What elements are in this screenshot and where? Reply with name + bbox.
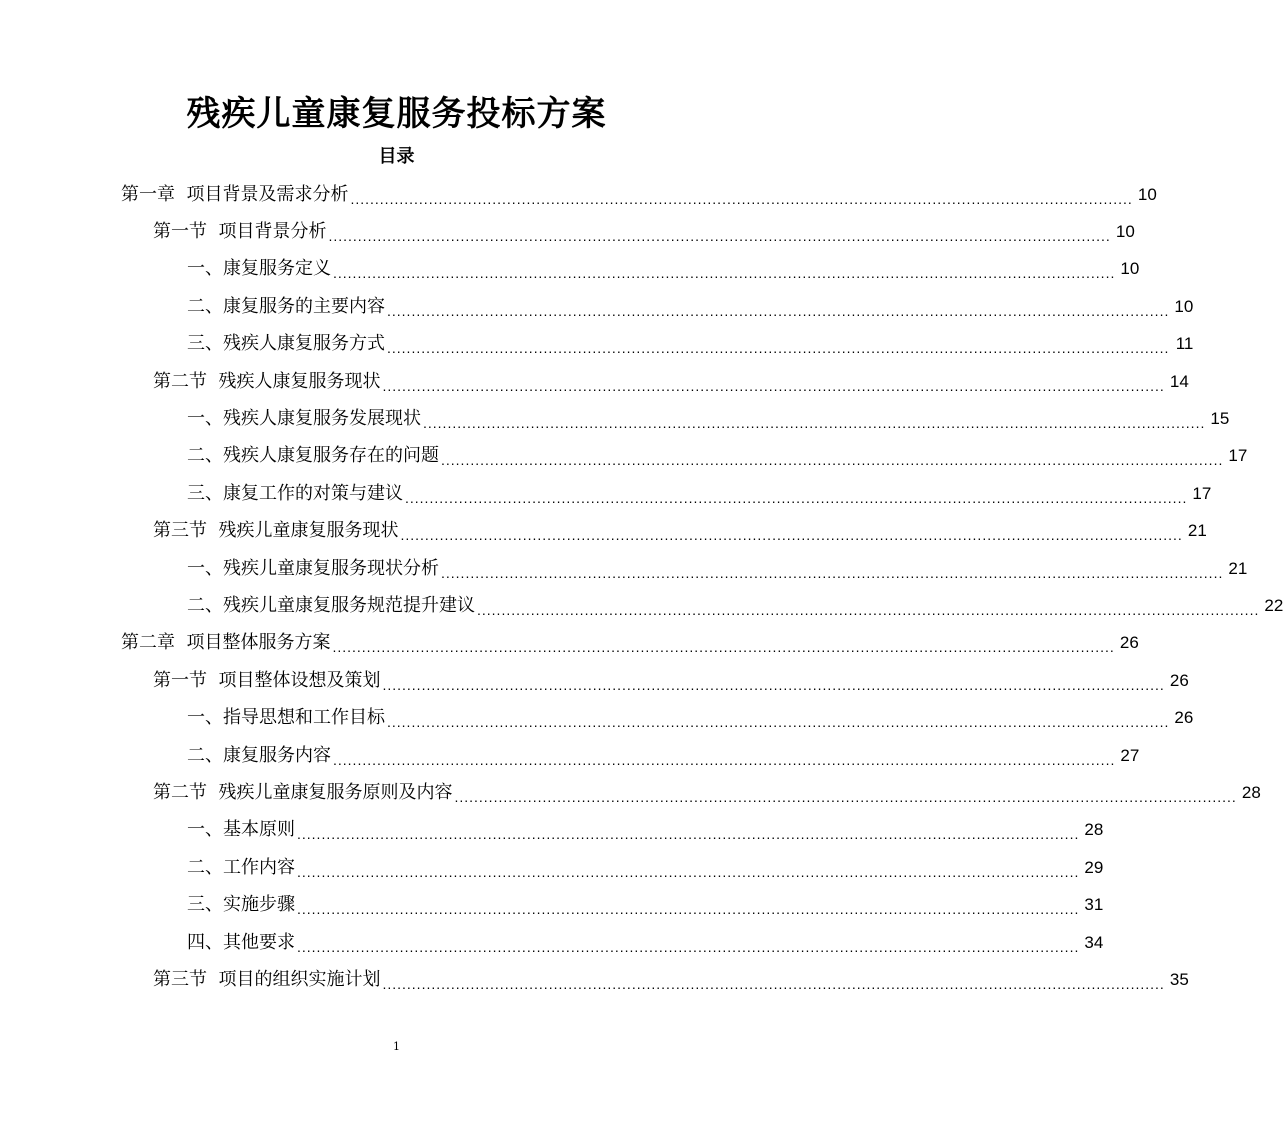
toc-entry[interactable] [121, 176, 1157, 213]
toc-entry-page: 10 [1174, 296, 1194, 316]
toc-entry-label: 第二章 项目整体服务方案 [121, 632, 331, 654]
toc-entry-label: 二、康复服务的主要内容 [187, 295, 385, 317]
toc-entry-page: 17 [1228, 446, 1248, 466]
toc-entry[interactable] [153, 213, 1135, 250]
toc-entry-label: 三、实施步骤 [187, 894, 295, 916]
toc-entry-label: 四、其他要求 [187, 931, 295, 953]
toc-entry-page: 27 [1120, 745, 1140, 765]
toc-leader-dots: ................................................................................................................................................................ [387, 714, 1170, 731]
toc-entry-page: 26 [1169, 670, 1189, 690]
toc-leader-dots: ................................................................................................................................................................ [332, 639, 1115, 656]
toc-entry-page: 34 [1084, 932, 1104, 952]
toc-entry-page: 28 [1241, 782, 1261, 802]
toc-entry-page: 15 [1210, 408, 1230, 428]
toc-entry-page: 22 [1264, 595, 1283, 615]
toc-entry[interactable] [187, 700, 1194, 737]
toc-entry-label: 二、康复服务内容 [187, 744, 331, 766]
toc-leader-dots: ................................................................................................................................................................ [400, 527, 1183, 544]
toc-entry-label: 第二节 残疾人康复服务现状 [153, 370, 381, 392]
toc-entry-page: 10 [1115, 221, 1135, 241]
toc-entry[interactable] [187, 251, 1140, 288]
toc-leader-dots: ................................................................................................................................................................ [382, 676, 1165, 693]
toc-entry-label: 第一章 项目背景及需求分析 [121, 183, 349, 205]
toc-entry-page: 11 [1175, 334, 1194, 354]
toc-entry-label: 一、指导思想和工作目标 [187, 707, 385, 729]
toc-entry[interactable] [187, 438, 1248, 475]
toc-leader-dots: ................................................................................................................................................................ [405, 489, 1188, 506]
toc-leader-dots: ................................................................................................................................................................ [387, 302, 1170, 319]
toc-entry-label: 一、康复服务定义 [187, 258, 331, 280]
toc-entry[interactable] [187, 924, 1104, 961]
document-title: 残疾儿童康复服务投标方案 [186, 94, 607, 134]
toc-entry-label: 三、康复工作的对策与建议 [187, 482, 403, 504]
toc-leader-dots: ................................................................................................................................................................ [441, 564, 1224, 581]
toc-entry-label: 一、残疾儿童康复服务现状分析 [187, 557, 439, 579]
toc-entry-label: 二、残疾儿童康复服务规范提升建议 [187, 594, 475, 616]
toc-leader-dots: ................................................................................................................................................................ [333, 751, 1116, 768]
toc-entry-label: 第二节 残疾儿童康复服务原则及内容 [153, 781, 453, 803]
toc-entry[interactable] [153, 363, 1189, 400]
toc-entry-page: 10 [1120, 259, 1140, 279]
toc-leader-dots: ................................................................................................................................................................ [297, 826, 1080, 843]
toc-entry-page: 21 [1228, 558, 1248, 578]
toc-entry-label: 第三节 项目的组织实施计划 [153, 968, 381, 990]
toc-entry-page: 10 [1137, 184, 1157, 204]
toc-entry-label: 第三节 残疾儿童康复服务现状 [153, 520, 399, 542]
toc-entry-label: 一、基本原则 [187, 819, 295, 841]
toc-leader-dots: ................................................................................................................................................................ [297, 901, 1080, 918]
toc-entry-label: 二、工作内容 [187, 856, 295, 878]
toc-entry[interactable] [187, 587, 1283, 624]
toc-leader-dots: ................................................................................................................................................................ [423, 414, 1206, 431]
toc-entry-label: 一、残疾人康复服务发展现状 [187, 407, 421, 429]
toc-entry[interactable] [187, 326, 1194, 363]
toc-entry[interactable] [187, 849, 1104, 886]
toc-leader-dots: ................................................................................................................................................................ [477, 601, 1260, 618]
toc-entry[interactable] [187, 400, 1230, 437]
toc-entry-label: 第一节 项目背景分析 [153, 220, 327, 242]
toc-leader-dots: ................................................................................................................................................................ [387, 340, 1170, 357]
toc-entry[interactable] [187, 737, 1140, 774]
toc-leader-dots: ................................................................................................................................................................ [454, 788, 1237, 805]
toc-leader-dots: ................................................................................................................................................................ [382, 377, 1165, 394]
toc-entry[interactable] [153, 961, 1189, 998]
toc-entry[interactable] [121, 625, 1139, 662]
toc-entry-page: 35 [1169, 969, 1189, 989]
toc-entry-page: 21 [1187, 521, 1207, 541]
toc-entry-page: 14 [1169, 371, 1189, 391]
toc-leader-dots: ................................................................................................................................................................ [297, 938, 1080, 955]
toc-leader-dots: ................................................................................................................................................................ [382, 975, 1165, 992]
toc-heading: 目录 [378, 146, 415, 167]
toc-entry[interactable] [187, 288, 1194, 325]
toc-entry-page: 31 [1084, 895, 1104, 915]
toc-entry-page: 28 [1084, 820, 1104, 840]
toc-entry-page: 17 [1192, 483, 1212, 503]
toc-leader-dots: ................................................................................................................................................................ [328, 227, 1111, 244]
toc-entry-page: 26 [1174, 708, 1194, 728]
toc-entry-page: 29 [1084, 857, 1104, 877]
toc-leader-dots: ................................................................................................................................................................ [350, 190, 1133, 207]
toc-entry-label: 二、残疾人康复服务存在的问题 [187, 445, 439, 467]
toc-entry[interactable] [187, 887, 1104, 924]
toc-entry-label: 三、残疾人康复服务方式 [187, 333, 385, 355]
toc-entry[interactable] [153, 774, 1261, 811]
toc-entry[interactable] [187, 550, 1248, 587]
toc-entry[interactable] [153, 513, 1207, 550]
toc-entry[interactable] [187, 475, 1212, 512]
toc-entry-label: 第一节 项目整体设想及策划 [153, 669, 381, 691]
toc-leader-dots: ................................................................................................................................................................ [441, 452, 1224, 469]
toc-entry[interactable] [187, 812, 1104, 849]
toc-leader-dots: ................................................................................................................................................................ [297, 863, 1080, 880]
toc-entry[interactable] [153, 662, 1189, 699]
toc-leader-dots: ................................................................................................................................................................ [333, 265, 1116, 282]
page-number: 1 [393, 1040, 400, 1053]
toc-entry-page: 26 [1119, 633, 1139, 653]
